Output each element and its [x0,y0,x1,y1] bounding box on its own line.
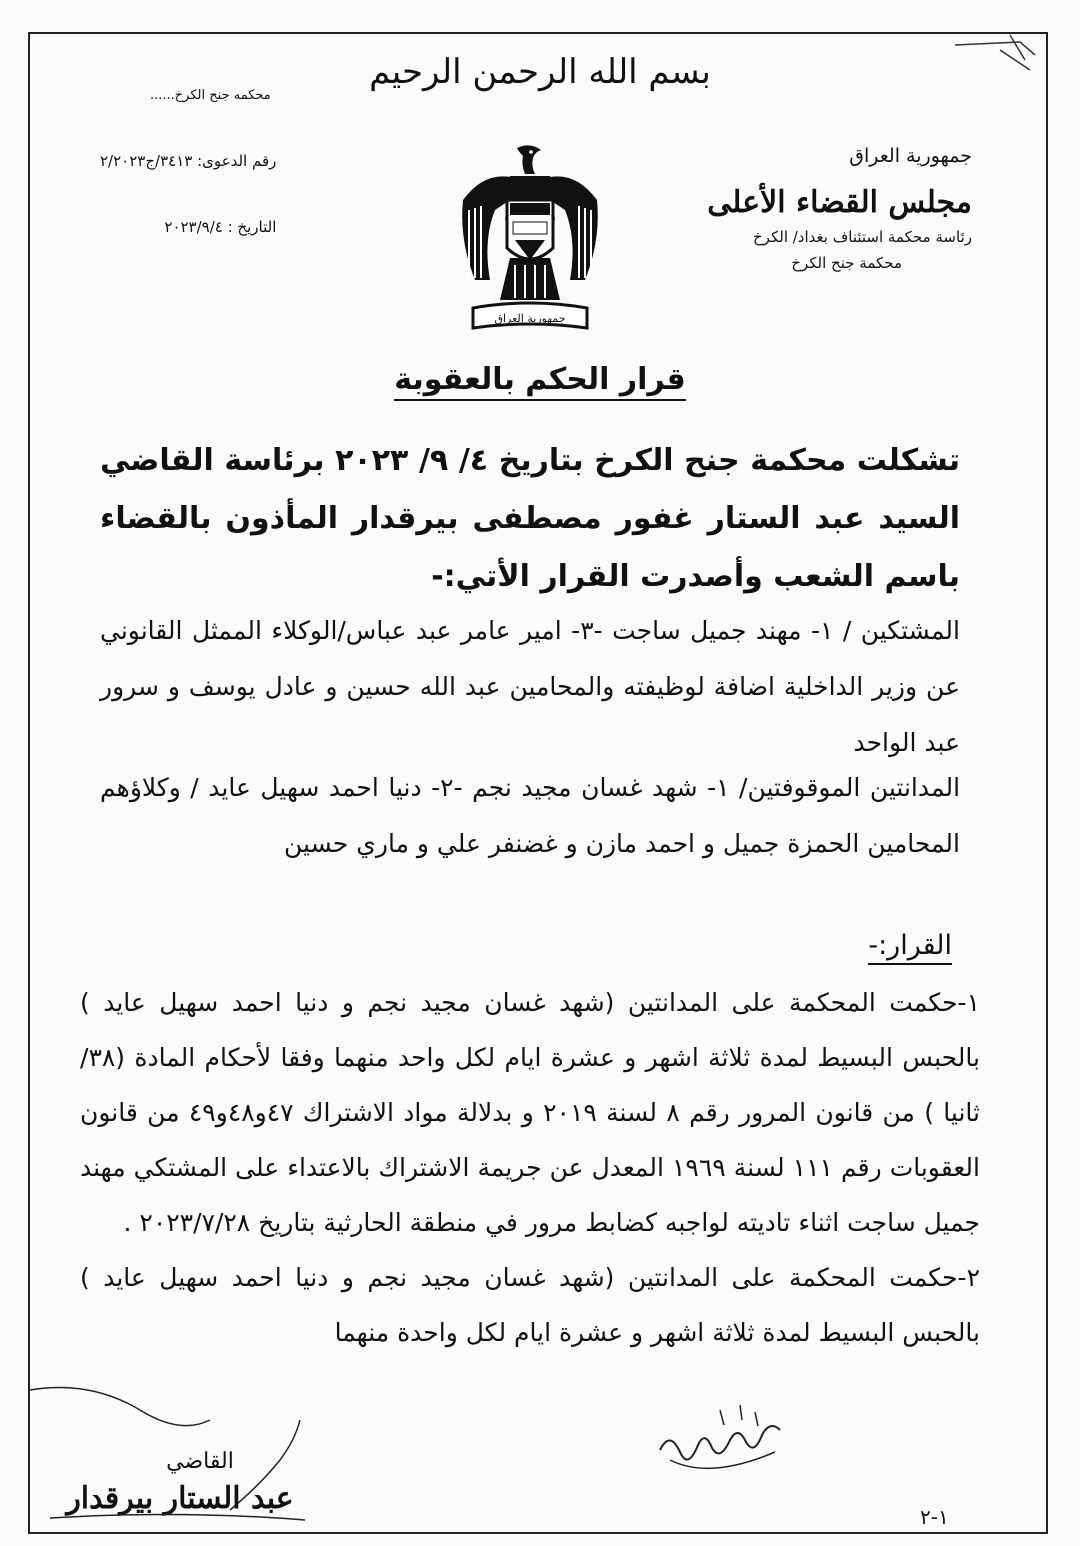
case-number: رقم الدعوى: ٣٤١٣/ج٢/٢٠٢٣ [100,152,277,170]
decision-items [80,975,980,1360]
document-title-text: قرار الحكم بالعقوبة [394,362,685,401]
decision-item: ١-حكمت المحكمة على المدانتين (شهد غسان مجيد نجم و دنيا احمد سهيل عايد ) بالحبس البسيط لمدة ثلاثة اشهر و عشرة ايام لكل واحد منهما وفقا لأحكام المادة (٣٨/ثانيا ) من قانون المرور رقم ٨ لسنة ٢٠١٩ و بدلالة مواد الاشتراك ٤٧و٤٨و٤٩ من قانون العقوبات رقم ١١١ لسنة ١٩٦٩ المعدل عن جريمة الاشتراك بالاعتداء على المشتكي مهند جميل ساجت اثناء تاديته لواجبه كضابط مرور في منطقة الحارثية بتاريخ ٢٠٢٣/٧/٢٨ . [80,988,980,1237]
decision-item: ٢-حكمت المحكمة على المدانتين (شهد غسان مجيد نجم و دنيا احمد سهيل عايد ) بالحبس البسيط لمدة ثلاثة اشهر و عشرة ايام لكل واحدة منهما [80,1263,980,1347]
court-small-label: محكمه جنح الكرخ...... [150,88,271,103]
emblem-banner-text: جمهورية العراق [494,312,566,325]
iraq-eagle-emblem-icon [455,140,605,340]
judge-stamp-title: القاضي [166,1449,234,1474]
issuer-block [707,145,972,272]
document-title [0,362,1080,397]
complainants-paragraph: المشتكين / ١- مهند جميل ساجت -٣- امير عامر عبد عباس/الوكلاء الممثل القانوني عن وزير الداخلية اضافة لوظيفته والمحامين عبد الله حسين و عادل يوسف و سرور عبد الواحد [100,616,960,757]
defendants-paragraph: المدانتين الموقوفتين/ ١- شهد غسان مجيد نجم -٢- دنيا احمد سهيل عايد / وكلاؤهم المحامين الحمزة جميل و احمد مازن و غضنفر علي و ماري حسين [100,773,961,858]
court-label: محكمة جنح الكرخ [791,254,902,272]
basmala: بسم الله الرحمن الرحيم [369,52,711,92]
presidency-label: رئاسة محكمة استئناف بغداد/ الكرخ [753,228,972,246]
republic-label: جمهورية العراق [849,145,972,167]
case-date: التاريخ : ٢٠٢٣/٩/٤ [164,218,277,236]
council-label: مجلس القضاء الأعلى [707,185,972,220]
case-info-block [100,152,276,284]
page-bottom-border [28,1532,1048,1534]
judge-seal-stamp [30,1380,310,1530]
page-number: ١-٢ [920,1505,949,1529]
court-formation-paragraph: تشكلت محكمة جنح الكرخ بتاريخ ٤/ ٩/ ٢٠٢٣ برئاسة القاضي السيد عبد الستار غفور مصطفى بيرقدار المأذون بالقضاء باسم الشعب وأصدرت القرار الأتي:- [100,443,960,594]
handwritten-signature-icon [650,1390,790,1490]
decision-heading: القرار:- [868,930,952,965]
judge-stamp-name: عبد الستار بيرقدار [66,1481,294,1516]
